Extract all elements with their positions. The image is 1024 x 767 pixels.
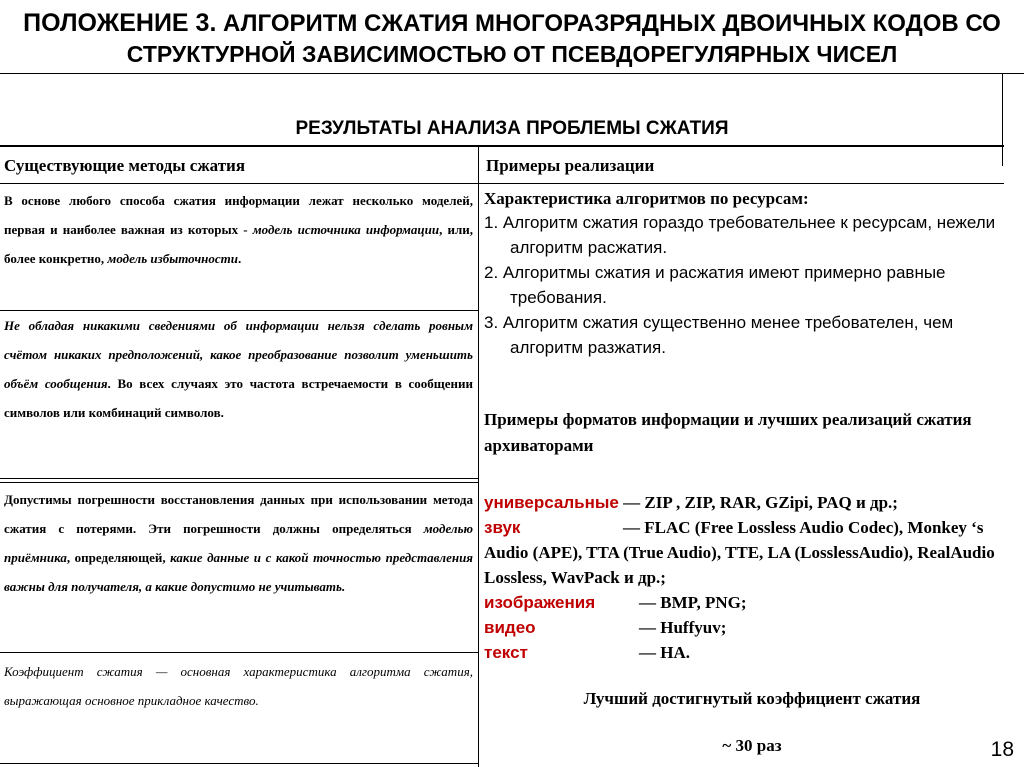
list-item-number: 3.	[484, 313, 499, 332]
list-item-number: 1.	[484, 213, 499, 232]
cell-text-italic: Не обладая никакими сведениями об информации нельзя сделать ровным счётом никаких предположений, какое преобразование позволит уменьшить объём сообщения	[4, 318, 473, 391]
format-text: — ZIP , ZIP, RAR, GZipi, PAQ и др.;	[618, 493, 898, 512]
list-item	[484, 260, 1020, 310]
methods-cell-models	[4, 186, 473, 273]
list-item	[484, 210, 1020, 260]
format-row-image	[484, 590, 1020, 615]
cell-text-italic: модель избыточности	[107, 251, 238, 266]
format-label: изображения	[484, 593, 596, 612]
cell-text: В основе любого способа сжатия информации лежат несколько моделей, первая и наиболее важная из которых -	[4, 193, 473, 237]
column-divider	[478, 145, 479, 767]
format-row-audio	[484, 515, 1020, 590]
format-label: универсальные	[484, 493, 619, 512]
cell-text-italic: какие данные и с какой точностью представления важны для получателя, а какие допустимо не учитывать.	[4, 550, 473, 594]
resources-section	[484, 188, 1020, 360]
column-header-examples: Примеры реализации	[486, 156, 655, 175]
list-item-text: Алгоритмы сжатия и расжатия имеют примерно равные требования.	[502, 263, 946, 307]
slide-title	[0, 8, 1024, 69]
format-label: видео	[484, 618, 536, 637]
format-row-universal	[484, 490, 1020, 515]
best-ratio-value: ~ 30 раз	[722, 736, 782, 755]
format-label: звук	[484, 518, 521, 537]
cell-text-italic: моделью приёмника	[4, 521, 473, 565]
cell-text: .	[237, 251, 242, 266]
left-row-border-3	[0, 652, 478, 653]
cell-text: , или, более конкретно,	[4, 222, 473, 266]
format-label: текст	[484, 643, 528, 662]
methods-cell-ratio	[4, 657, 473, 715]
list-item-text: Алгоритм сжатия существенно менее требователен, чем алгоритм разжатия.	[502, 313, 954, 357]
column-header-methods: Существующие методы сжатия	[4, 156, 246, 175]
format-text: — Huffyuv;	[639, 618, 727, 637]
list-item-text: Алгоритм сжатия гораздо требовательнее к ресурсам, нежели алгоритм расжатия.	[502, 213, 996, 257]
left-row-border-2	[0, 478, 478, 479]
title-divider	[0, 73, 1024, 74]
cell-text-italic: модель источника информации	[252, 222, 440, 237]
table-top-border	[0, 145, 1004, 147]
format-text: — HA.	[639, 643, 690, 662]
list-item-number: 2.	[484, 263, 499, 282]
cell-text-italic: Коэффициент сжатия — основная характеристика алгоритма сжатия, выражающая основное прикладное качество.	[4, 664, 473, 708]
cell-text: Допустимы погрешности восстановления данных при использовании метода сжатия с потерями. Эти погрешности должны определяться	[4, 492, 473, 536]
resources-list	[484, 210, 1020, 360]
list-item	[484, 310, 1020, 360]
formats-heading-block	[484, 407, 1020, 459]
table-right-border	[1002, 74, 1003, 166]
formats-list	[484, 490, 1020, 665]
resources-heading: Характеристика алгоритмов по ресурсам:	[484, 189, 809, 208]
title-rest: АЛГОРИТМ СЖАТИЯ МНОГОРАЗРЯДНЫХ ДВОИЧНЫХ КОДОВ СО	[216, 10, 1001, 37]
page-number: 18	[990, 738, 1014, 761]
formats-heading: Примеры форматов информации и лучших реализаций сжатия архиваторами	[484, 410, 972, 455]
format-text: — BMP, PNG;	[639, 593, 747, 612]
section-subtitle: РЕЗУЛЬТАТЫ АНАЛИЗА ПРОБЛЕМЫ СЖАТИЯ	[295, 118, 729, 139]
title-prefix: ПОЛОЖЕНИЕ 3.	[23, 9, 217, 37]
methods-cell-lossy	[4, 485, 473, 601]
cell-text: , определяющей,	[66, 550, 171, 565]
header-row-border	[0, 183, 1004, 184]
format-row-text	[484, 640, 1020, 665]
left-row-border-2b	[0, 482, 478, 483]
cell-text: . Во всех случаях это частота встречаемости в сообщении символов или комбинаций символов.	[4, 376, 473, 420]
left-row-border-4	[0, 763, 478, 764]
title-line-2: СТРУКТУРНОЙ ЗАВИСИМОСТЬЮ ОТ ПСЕВДОРЕГУЛЯРНЫХ ЧИСЕЛ	[126, 41, 898, 67]
format-row-video	[484, 615, 1020, 640]
methods-cell-source-info	[4, 311, 473, 427]
best-ratio-label: Лучший достигнутый коэффициент сжатия	[583, 689, 921, 708]
format-text: — FLAC (Free Lossless Audio Codec), Monkey ‘s Audio (APE), TTA (True Audio), TTE, LA (LosslessAudio), RealAudio Lossless, WavPack и др.;	[484, 518, 995, 587]
